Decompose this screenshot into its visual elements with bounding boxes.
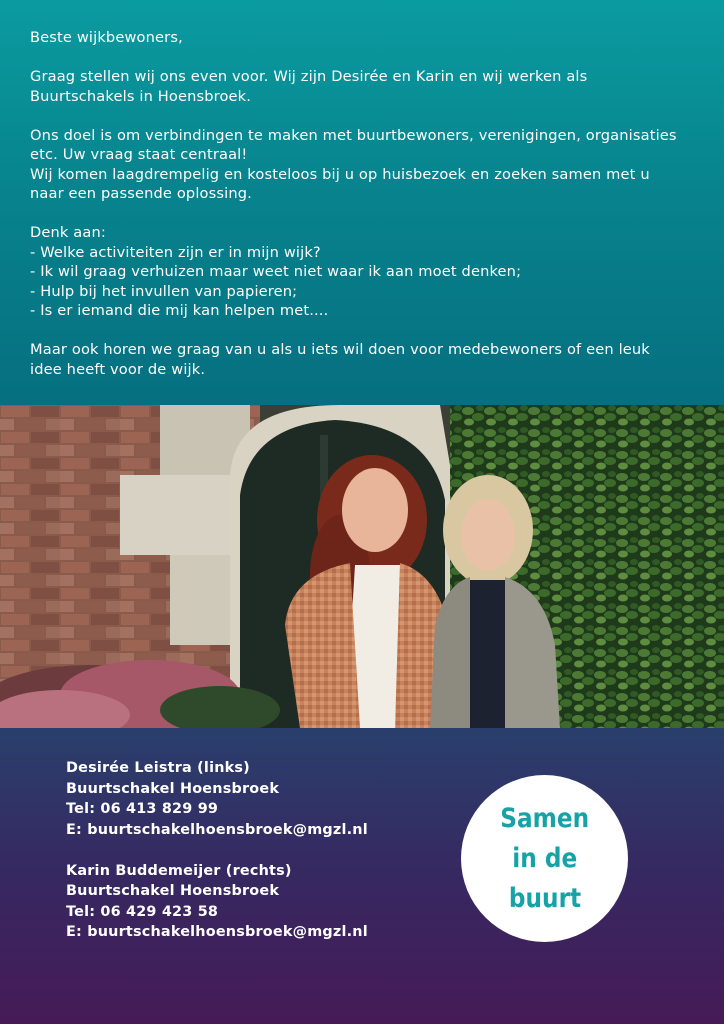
contact-phone: Tel: 06 413 829 99 [66, 801, 219, 817]
intro-paragraph-4 [30, 340, 700, 379]
intro-paragraph-3 [30, 223, 700, 321]
text-line: Wij komen laagdrempelig en kosteloos bij u op huisbezoek en zoeken samen met u [30, 165, 650, 183]
intro-paragraph-2 [30, 126, 700, 204]
text-line: naar een passende oplossing. [30, 185, 252, 202]
badge-line: in de [512, 842, 577, 874]
intro-text [30, 28, 700, 399]
text-line: idee heeft voor de wijk. [30, 360, 206, 378]
samen-in-de-buurt-badge [461, 775, 628, 942]
contact-name: Karin Buddemeijer (rechts) [66, 862, 292, 879]
contact-card [66, 861, 368, 943]
greeting [30, 28, 700, 48]
contact-email: E: buurtschakelhoensbroek@mgzl.nl [66, 821, 368, 838]
greeting-line: Beste wijkbewoners, [30, 29, 183, 46]
contact-section [0, 728, 724, 1024]
list-item: - Welke activiteiten zijn er in mijn wijk? [30, 243, 321, 261]
text-line: Maar ook horen we graag van u als u iets wil doen voor medebewoners of een leuk [30, 341, 650, 358]
text-line: Graag stellen wij ons even voor. Wij zijn Desirée en Karin en wij werken als [30, 68, 588, 85]
contact-name: Desirée Leistra (links) [66, 760, 250, 776]
list-item: - Is er iemand die mij kan helpen met.... [30, 302, 329, 319]
contact-role: Buurtschakel Hoensbroek [66, 883, 280, 899]
list-item: - Ik wil graag verhuizen maar weet niet waar ik aan moet denken; [30, 263, 522, 280]
contact-list [66, 758, 368, 963]
badge-line: Samen [500, 802, 589, 834]
contact-phone: Tel: 06 429 423 58 [66, 903, 219, 920]
intro-section [0, 0, 724, 405]
contact-card [66, 758, 368, 840]
intro-paragraph-1 [30, 67, 700, 106]
badge-line: buurt [508, 882, 581, 914]
text-line: Buurtschakels in Hoensbroek. [30, 87, 252, 105]
text-line: Ons doel is om verbindingen te maken met buurtbewoners, verenigingen, organisaties [30, 126, 677, 144]
photo-two-women-at-doorway [0, 405, 724, 728]
text-line: etc. Uw vraag staat centraal! [30, 146, 248, 163]
contact-email: E: buurtschakelhoensbroek@mgzl.nl [66, 924, 368, 940]
list-item: - Hulp bij het invullen van papieren; [30, 282, 298, 300]
text-line: Denk aan: [30, 224, 106, 241]
contact-role: Buurtschakel Hoensbroek [66, 780, 280, 797]
